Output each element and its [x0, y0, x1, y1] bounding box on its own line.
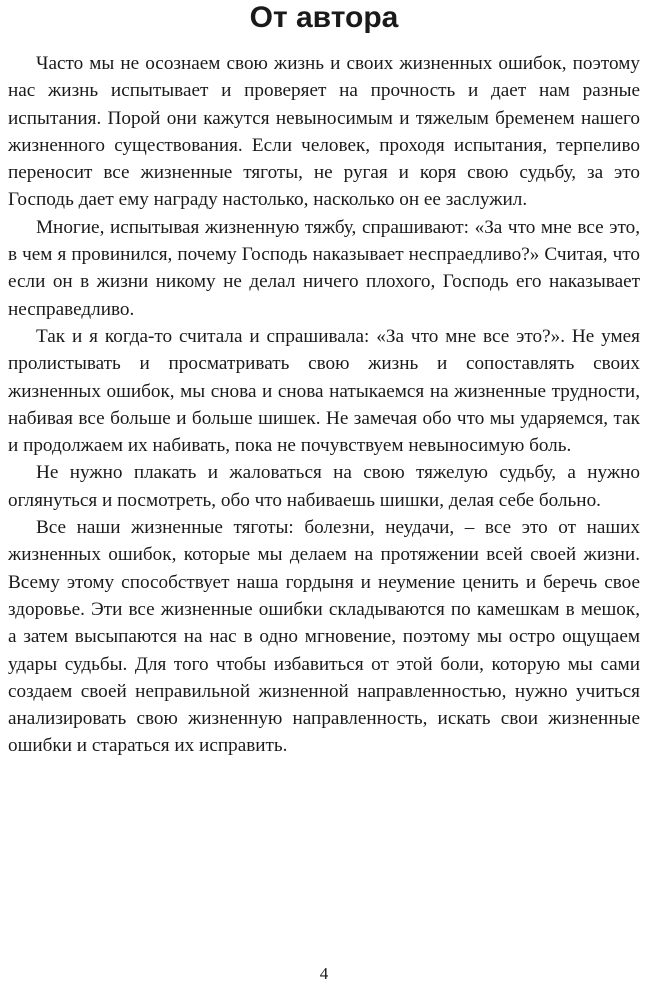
paragraph-4: Не нужно плакать и жаловаться на свою тяжелую судьбу, а нужно оглянуться и посмотреть, обо что набиваешь шишки, делая себе больно.	[8, 462, 640, 511]
paragraph-3: Так и я когда-то считала и спрашивала: «За что мне все это?». Не умея пролистывать и просматривать свою жизнь и сопоставлять своих жизненных ошибок, мы снова и снова натыкаемся на жизненные трудности, набивая все больше и больше шишек. Не замечая обо что мы ударяемся, так и продолжаем их набивать, пока не почувствуем невыносимую боль.	[8, 325, 640, 457]
paragraph-2: Многие, испытывая жизненную тяжбу, спрашивают: «За что мне все это, в чем я провинился, почему Господь наказывает неспраедливо?» Считая, что если он в жизни никому не делал ничего плохого, Господь его наказывает несправедливо.	[8, 216, 640, 320]
page-number: 4	[319, 964, 329, 983]
paragraph-5: Все наши жизненные тяготы: болезни, неудачи, – все это от наших жизненных ошибок, которые мы делаем на протяжении всей своей жизни. Всему этому способствует наша гордыня и неумение ценить и беречь свое здоровье. Эти все жизненные ошибки складываются по камешкам в мешок, а затем высыпаются на нас в одно мгновение, поэтому мы остро ощущаем удары судьбы. Для того чтобы избавиться от этой боли, которую мы сами создаем своей неправильной жизненной направленностью, нужно учиться анализировать свою жизненную направленность, искать свои жизненные ошибки и стараться их исправить.	[8, 517, 640, 757]
chapter-title: От автора	[249, 1, 399, 34]
paragraph-1: Часто мы не осознаем свою жизнь и своих жизненных ошибок, поэтому нас жизнь испытывает и проверяет на прочность и дает нам разные испытания. Порой они кажутся невыносимым и тяжелым бременем нашего жизненного существования. Если человек, проходя испытания, терпеливо переносит все жизненные тяготы, не ругая и коря свою судьбу, за это Господь дает ему награду настолько, насколько он ее заслужил.	[8, 53, 640, 211]
chapter-body	[8, 50, 640, 760]
